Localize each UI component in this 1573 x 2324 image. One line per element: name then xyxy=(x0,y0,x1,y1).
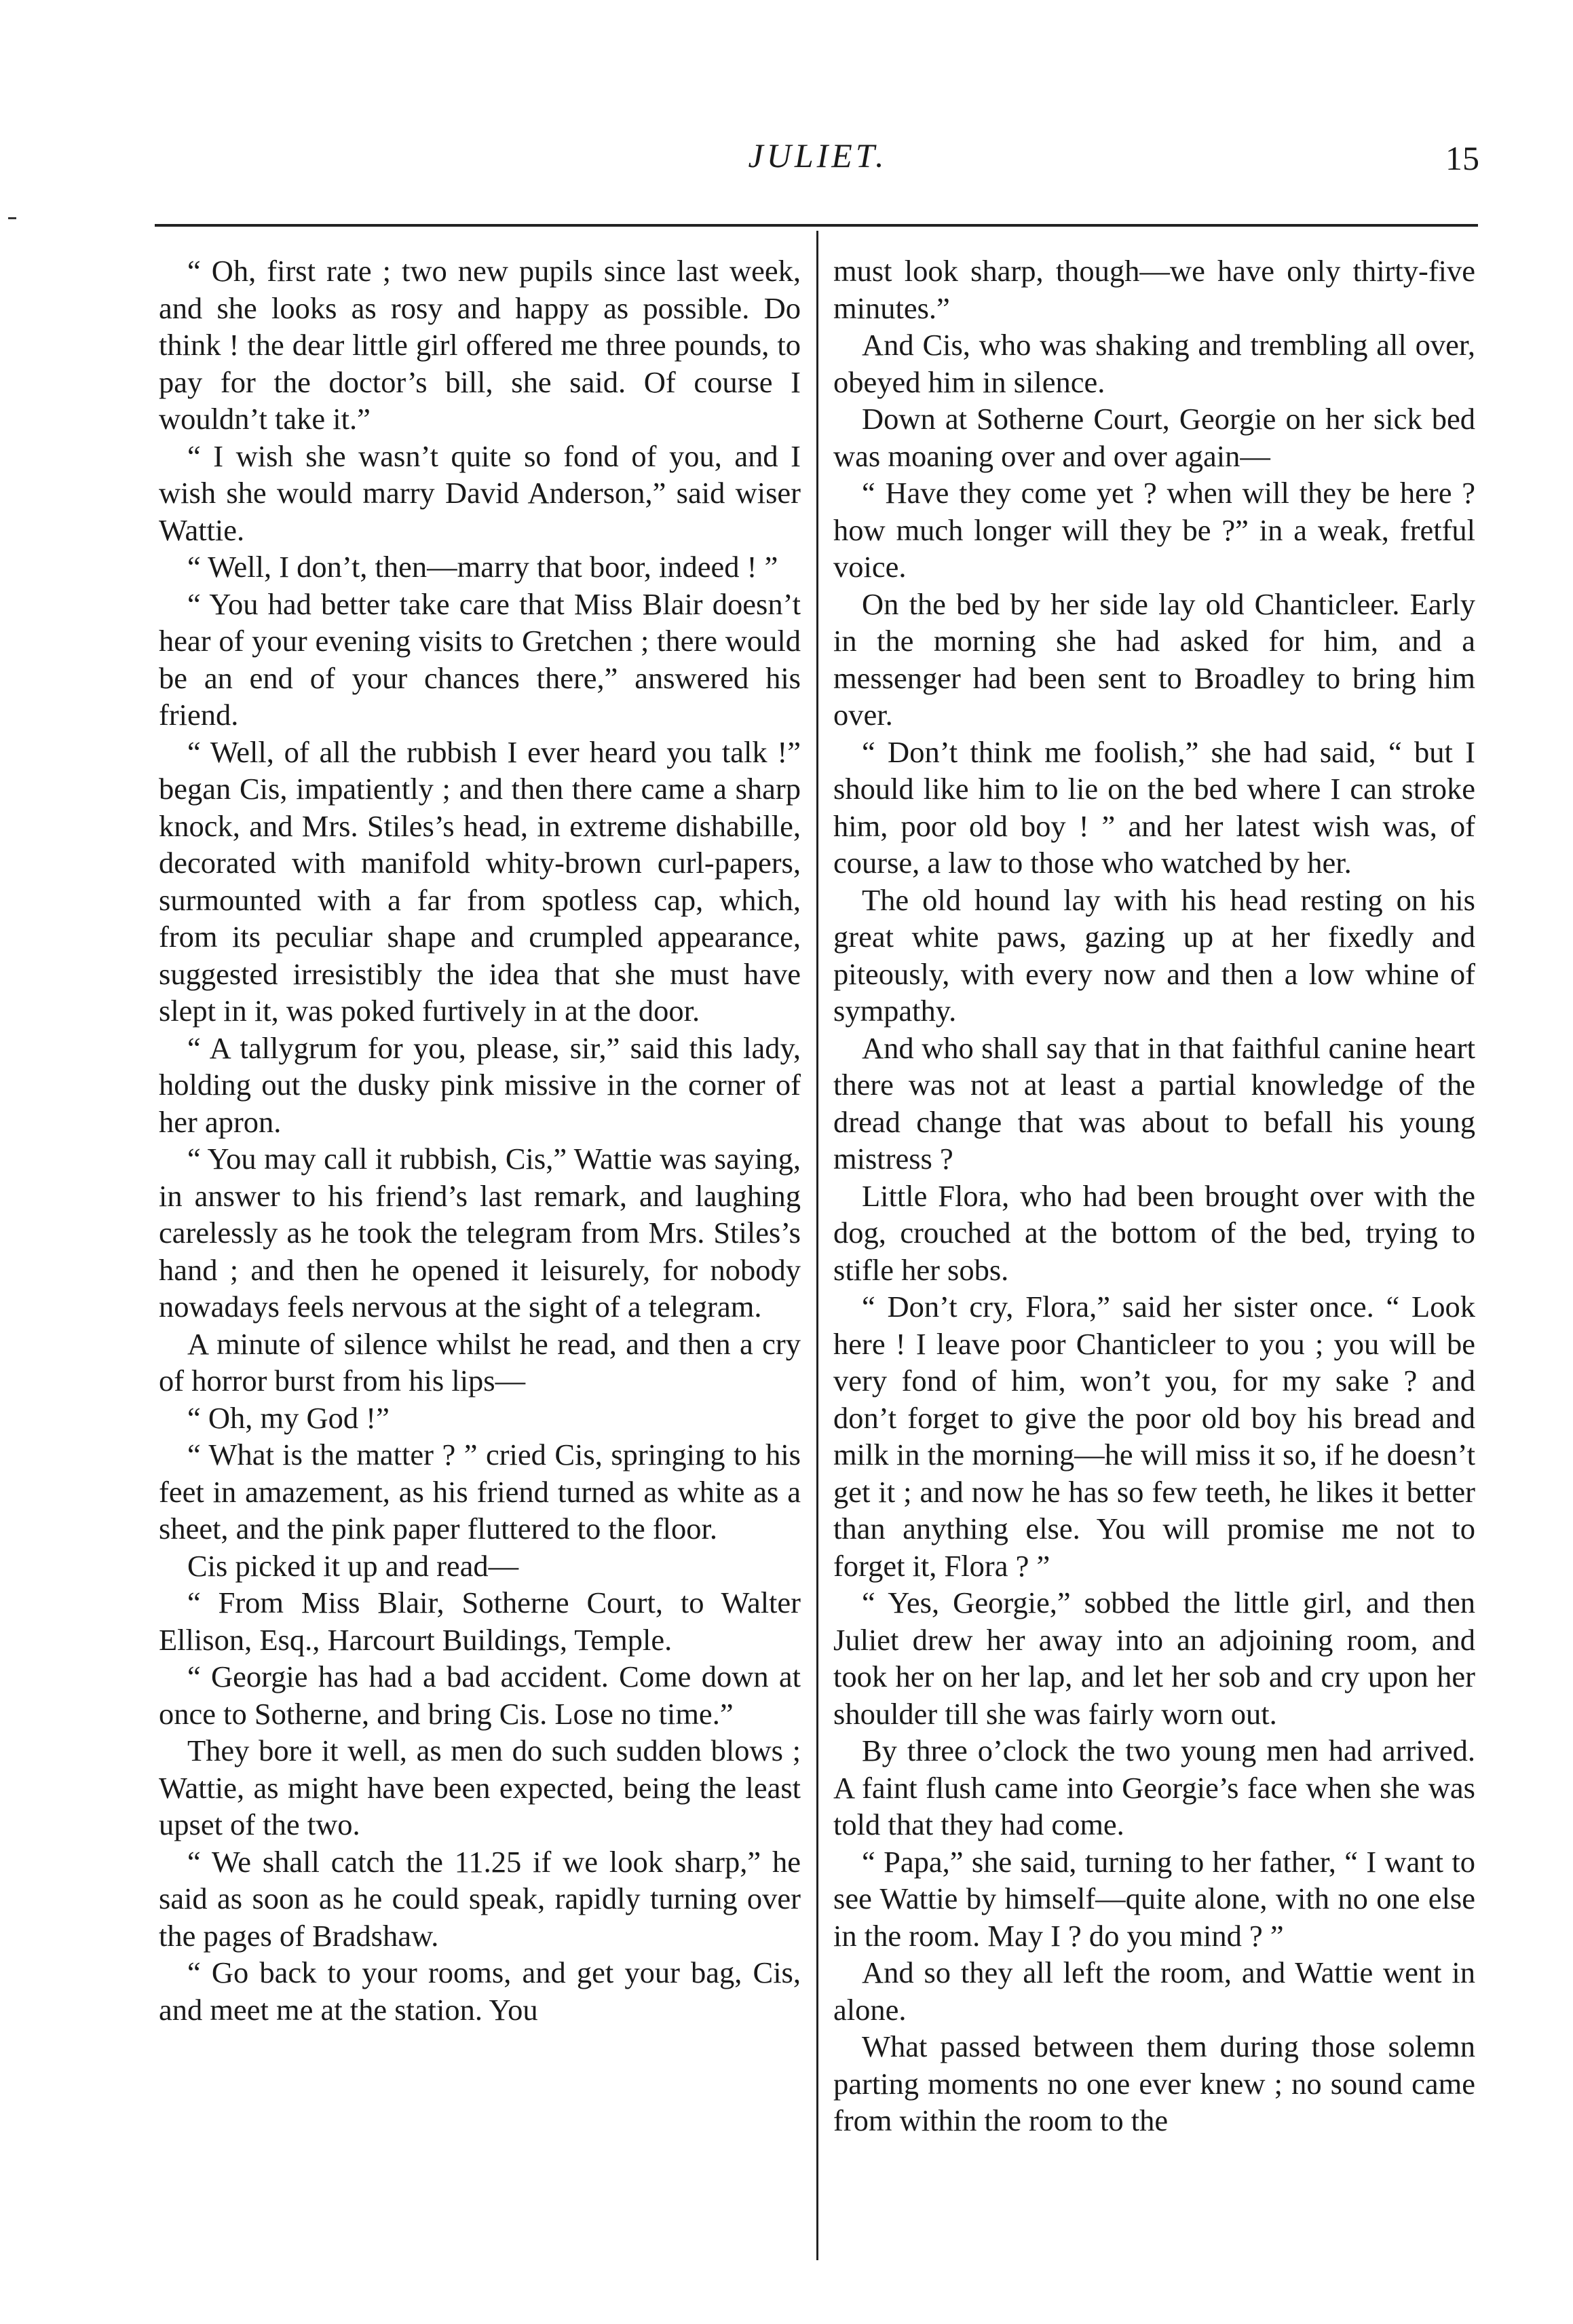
column-divider xyxy=(816,231,818,2260)
paragraph: “ Don’t cry, Flora,” said her sister once. “ Look here ! I leave poor Chanticleer to you ; you will be very fond of him, won’t you, for my sake ? and don’t forget to give the poor old boy his bread and milk in the morning—he will miss it so, if he doesn’t get it ; and now he has so few teeth, he likes it better than anything else. You will promise me not to forget it, Flora ? ” xyxy=(833,1290,1475,1583)
running-head xyxy=(156,136,1479,190)
paragraph: “ From Miss Blair, Sotherne Court, to Walter Ellison, Esq., Harcourt Buildings, Temple. xyxy=(159,1586,801,1657)
paragraph: “ You may call it rubbish, Cis,” Wattie was saying, in answer to his friend’s last remark, and laughing carelessly as he took the telegram from Mrs. Stiles’s hand ; and then he opened it leisurely, for nobody nowadays feels nervous at the sight of a telegram. xyxy=(159,1142,801,1324)
paragraph: They bore it well, as men do such sudden blows ; Wattie, as might have been expected, being the least upset of the two. xyxy=(159,1733,801,1841)
paragraph: Little Flora, who had been brought over with the dog, crouched at the bottom of the bed, trying to stifle her sobs. xyxy=(833,1178,1475,1287)
paragraph: On the bed by her side lay old Chanticleer. Early in the morning she had asked for him, and a messenger had been sent to Broadley to bring him over. xyxy=(833,586,1475,732)
paragraph: “ You had better take care that Miss Blair doesn’t hear of your evening visits to Gretchen ; there would be an end of your chances there,” answered his friend. xyxy=(159,586,801,732)
paragraph: “ Have they come yet ? when will they be here ? how much longer will they be ?” in a weak, fretful voice. xyxy=(833,476,1475,584)
left-column xyxy=(159,252,801,2248)
header-rule xyxy=(155,224,1478,227)
paragraph: “ Oh, first rate ; two new pupils since last week, and she looks as rosy and happy as possible. Do think ! the dear little girl offered me three pounds, to pay for the doctor’s bill, she said. Of course I wouldn’t take it.” xyxy=(159,254,801,436)
paragraph: “ Well, I don’t, then—marry that boor, indeed ! ” xyxy=(187,550,778,584)
paragraph: “ We shall catch the 11.25 if we look sharp,” he said as soon as he could speak, rapidly turning over the pages of Bradshaw. xyxy=(159,1844,801,1953)
paragraph: “ A tallygrum for you, please, sir,” said this lady, holding out the dusky pink missive in the corner of her apron. xyxy=(159,1030,801,1139)
paragraph: “ Georgie has had a bad accident. Come down at once to Sotherne, and bring Cis. Lose no time.” xyxy=(159,1660,801,1731)
paragraph: Cis picked it up and read— xyxy=(187,1548,519,1583)
paragraph: “ Well, of all the rubbish I ever heard you talk !” began Cis, impatiently ; and then there came a sharp knock, and Mrs. Stiles’s head, in extreme dishabille, decorated with manifold whity-brown curl-papers, surmounted with a far from spotless cap, which, from its peculiar shape and crumpled appearance, suggested irresistibly the idea that she must have slept in it, was poked furtively in at the door. xyxy=(159,734,801,1028)
paragraph: Down at Sotherne Court, Georgie on her sick bed was moaning over and over again— xyxy=(833,402,1475,473)
paragraph: The old hound lay with his head resting on his great white paws, gazing up at her fixedly and piteously, with every now and then a low whine of sympathy. xyxy=(833,882,1475,1028)
paragraph: What passed between them during those solemn parting moments no one ever knew ; no sound came from within the room to the xyxy=(833,2029,1475,2137)
paragraph: “ Go back to your rooms, and get your bag, Cis, and meet me at the station. You xyxy=(159,1955,801,2027)
paragraph: must look sharp, though—we have only thirty-five minutes.” xyxy=(833,254,1475,325)
paragraph: “ Oh, my God !” xyxy=(187,1400,390,1435)
running-title: JULIET. xyxy=(748,136,888,174)
paragraph: “ Papa,” she said, turning to her father, “ I want to see Wattie by himself—quite alone, with no one else in the room. May I ? do you mind ? ” xyxy=(833,1844,1475,1953)
paragraph: “ Yes, Georgie,” sobbed the little girl, and then Juliet drew her away into an adjoining room, and took her on her lap, and let her sob and cry upon her shoulder till she was fairly worn out. xyxy=(833,1586,1475,1731)
right-column xyxy=(833,252,1475,2248)
paragraph: And who shall say that in that faithful canine heart there was not at least a partial knowledge of the dread change that was about to befall his young mistress ? xyxy=(833,1030,1475,1176)
paragraph: “ I wish she wasn’t quite so fond of you, and I wish she would marry David Anderson,” said wiser Wattie. xyxy=(159,438,801,547)
paragraph: By three o’clock the two young men had arrived. A faint flush came into Georgie’s face when she was told that they had come. xyxy=(833,1733,1475,1841)
paragraph: “ What is the matter ? ” cried Cis, springing to his feet in amazement, as his friend turned as white as a sheet, and the pink paper fluttered to the floor. xyxy=(159,1438,801,1545)
page-number: 15 xyxy=(1445,139,1479,177)
paragraph: A minute of silence whilst he read, and then a cry of horror burst from his lips— xyxy=(159,1326,801,1398)
paragraph: And so they all left the room, and Wattie went in alone. xyxy=(833,1955,1475,2027)
margin-mark xyxy=(8,217,16,219)
paragraph: And Cis, who was shaking and trembling all over, obeyed him in silence. xyxy=(833,328,1475,399)
paragraph: “ Don’t think me foolish,” she had said, “ but I should like him to lie on the bed where I can stroke him, poor old boy ! ” and her latest wish was, of course, a law to those who watched by her. xyxy=(833,734,1475,880)
